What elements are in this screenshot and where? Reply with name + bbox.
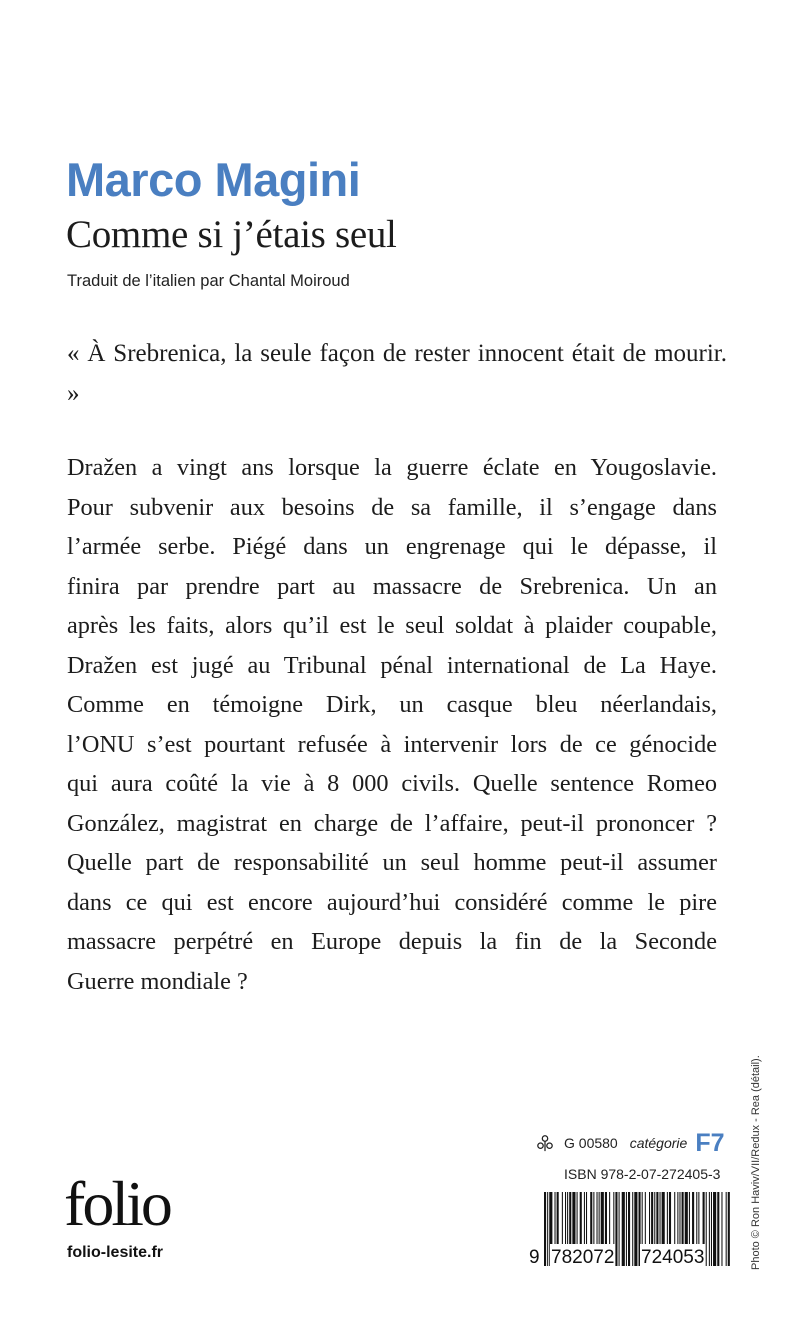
blurb-line: Quelle part de responsabilité un seul homme peut-il assumer (67, 849, 717, 876)
blurb-line: finira par prendre part au massacre de Srebrenica. Un an (67, 572, 717, 600)
blurb-line: Dražen est jugé au Tribunal pénal international de La Haye. (67, 651, 717, 679)
publisher-website: folio-lesite.fr (67, 1244, 164, 1261)
blurb-line: Dražen a vingt ans lorsque la guerre éclate en Yougoslavie. (67, 454, 717, 481)
blurb-line: Pour subvenir aux besoins de sa famille, il s’engage dans (67, 493, 717, 521)
author-name: Marco Magini (66, 153, 361, 206)
catalog-code: G 00580 (564, 1135, 618, 1151)
barcode-digits (528, 1244, 734, 1272)
blurb-line: l’ONU s’est pourtant refusée à intervenir lors de ce génocide (67, 730, 717, 758)
photo-credit: Photo © Ron Haviv/VII/Redux - Rea (détail). (750, 1055, 762, 1270)
category-label: catégorie (629, 1135, 688, 1151)
barcode-digit-lead: 9 (528, 1244, 541, 1272)
blurb-line: qui aura coûté la vie à 8 000 civils. Quelle sentence Romeo (67, 770, 717, 797)
category-badge: F7 (695, 1128, 725, 1157)
blurb-line: dans ce qui est encore aujourd’hui considéré comme le pire (67, 888, 717, 916)
translator-credit: Traduit de l’italien par Chantal Moiroud (67, 272, 350, 290)
blurb-line: González, magistrat en charge de l’affaire, peut-il prononcer ? (67, 809, 717, 837)
gallimard-star-icon (536, 1134, 554, 1152)
blurb-line: après les faits, alors qu’il est le seul soldat à plaider coupable, (67, 612, 717, 639)
isbn-number: ISBN 978-2-07-272405-3 (564, 1166, 721, 1182)
blurb-line: l’armée serbe. Piégé dans un engrenage qui le dépasse, il (67, 533, 717, 560)
blurb-line: massacre perpétré en Europe depuis la fin de la Seconde (67, 928, 717, 955)
epigraph-quote: « À Srebrenica, la seule façon de rester innocent était de mourir. » (67, 340, 727, 407)
barcode-digits-right: 724053 (640, 1244, 705, 1272)
catalog-code-row (536, 1128, 736, 1158)
blurb-line: Comme en témoigne Dirk, un casque bleu néerlandais, (67, 691, 717, 718)
back-cover-blurb (67, 448, 717, 1001)
book-title: Comme si j’étais seul (66, 213, 397, 256)
blurb-line: Guerre mondiale ? (67, 967, 248, 995)
folio-logo: folio (64, 1168, 170, 1239)
barcode-digits-left: 782072 (550, 1244, 615, 1272)
